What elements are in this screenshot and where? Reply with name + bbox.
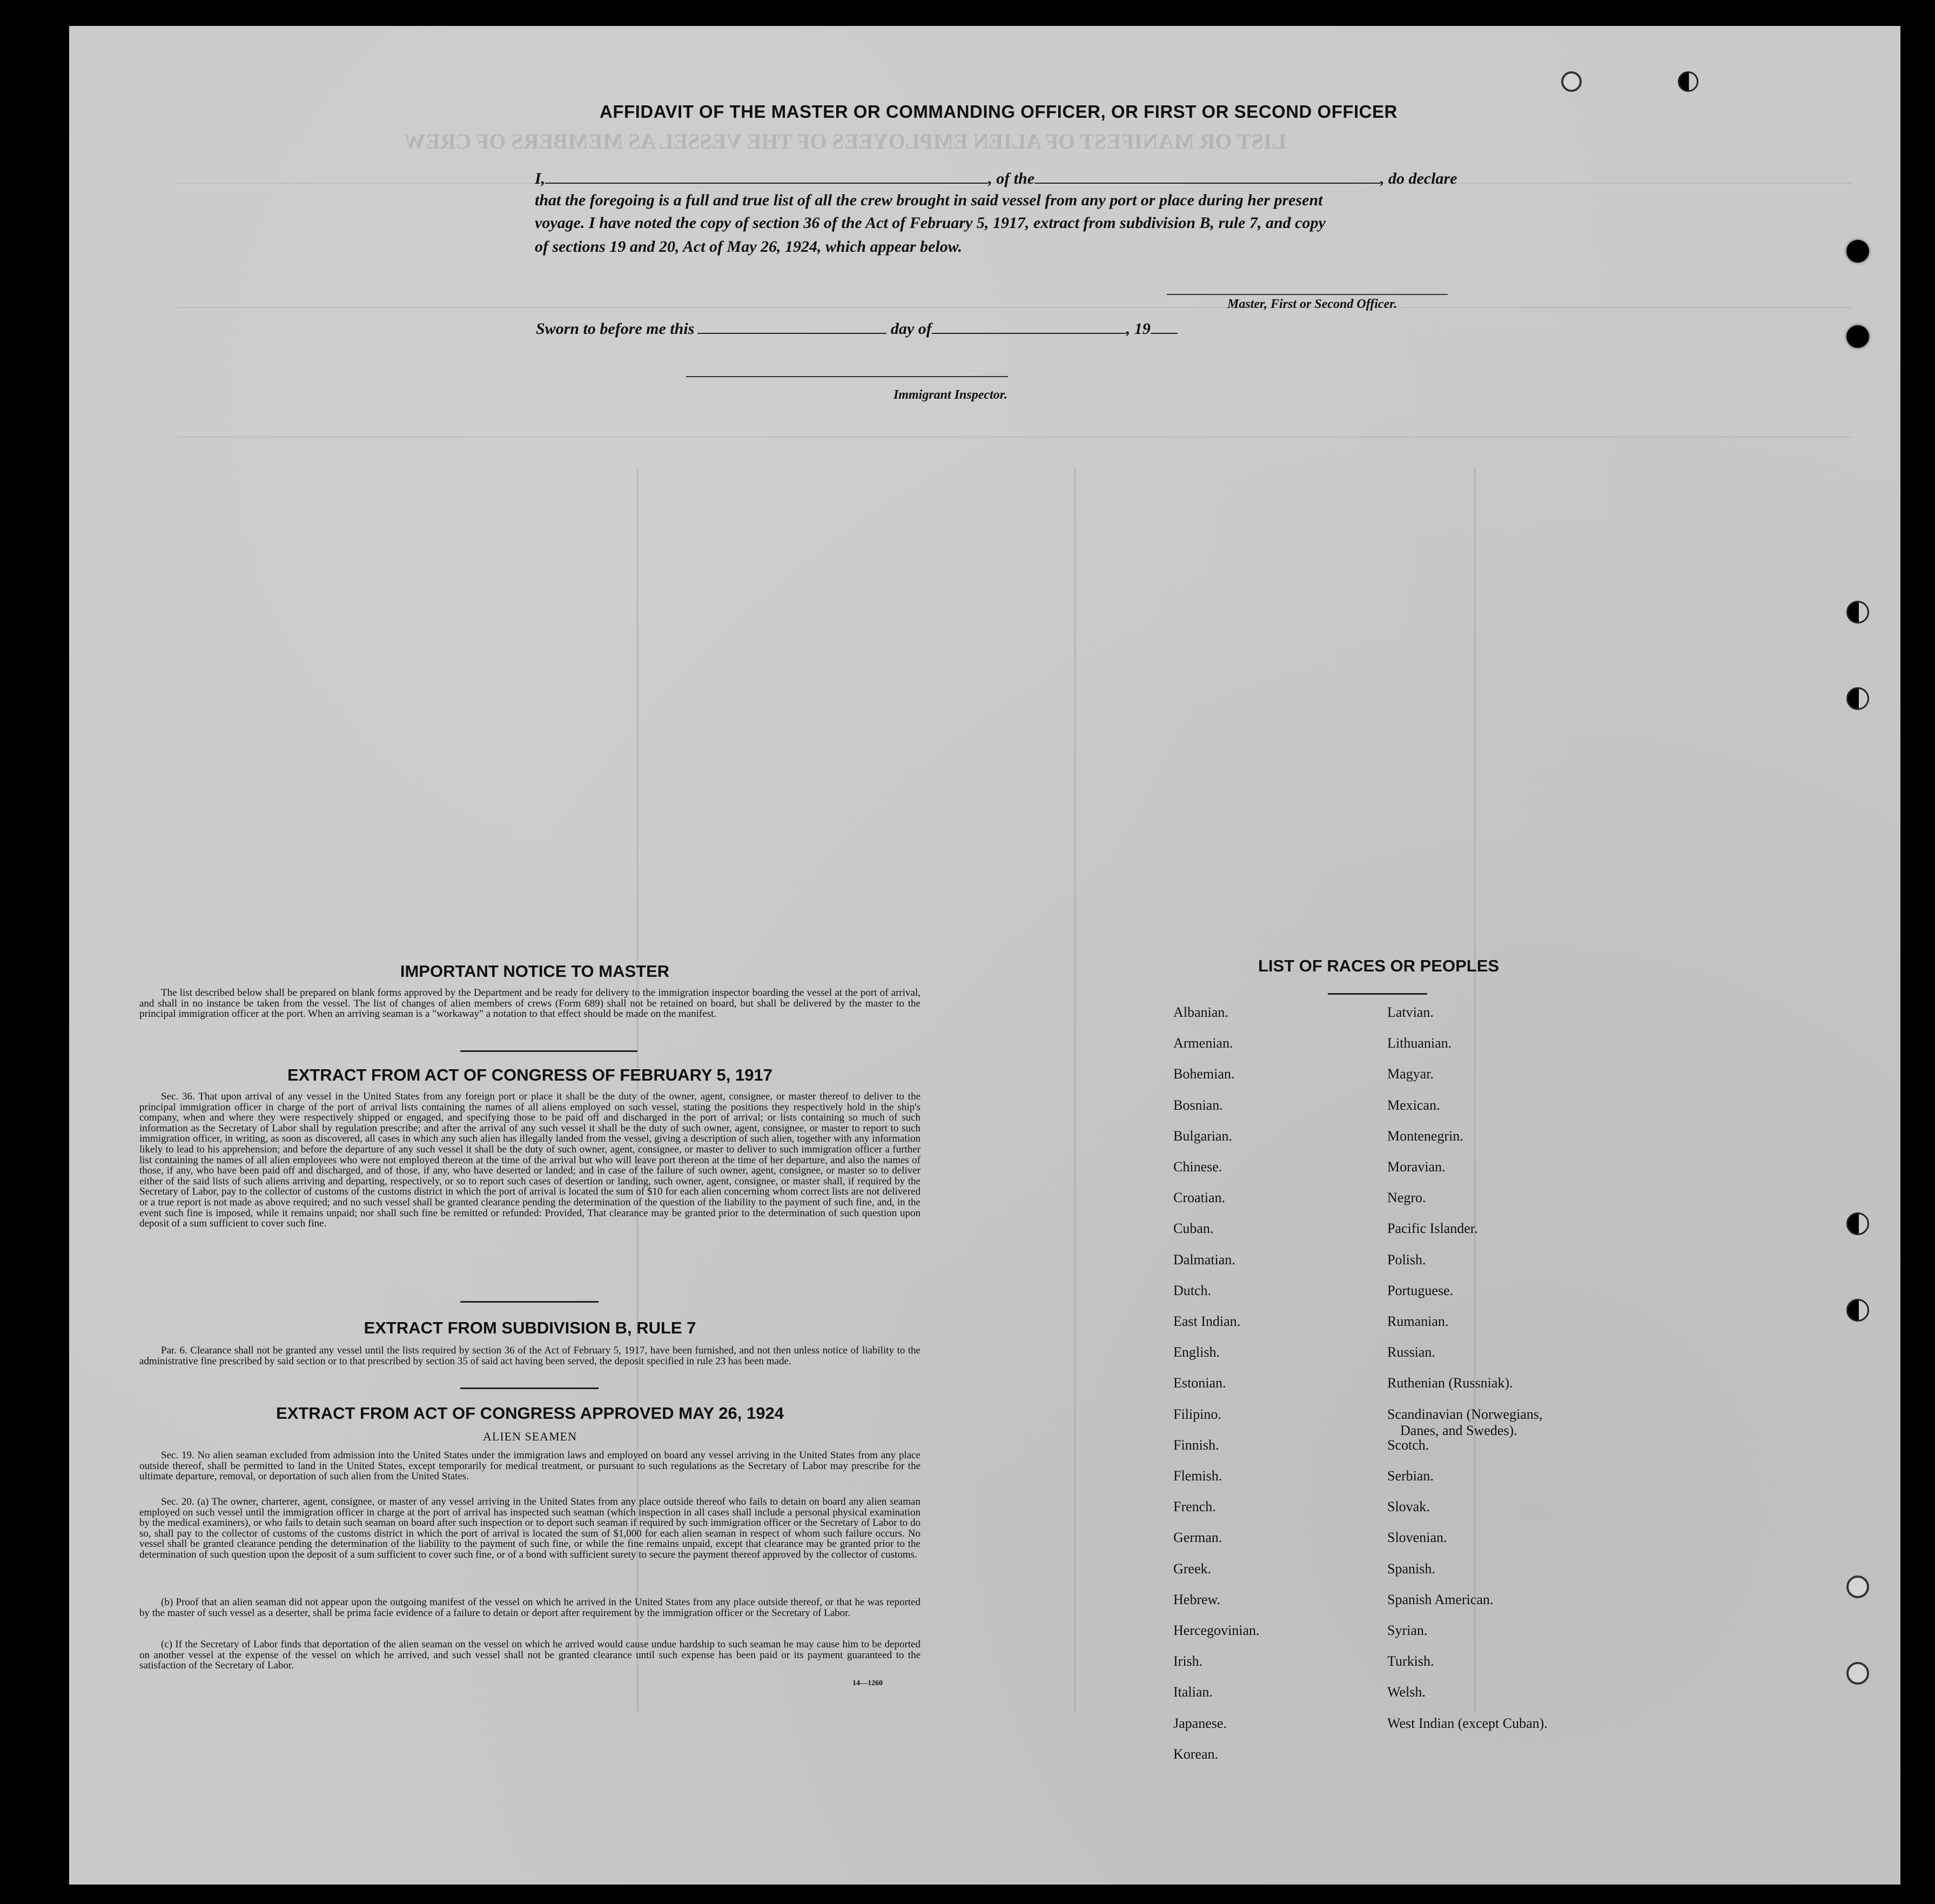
race-item: Estonian. <box>1173 1375 1226 1391</box>
affidavit-line-1-a: I, <box>535 170 546 187</box>
race-item: Croatian. <box>1173 1190 1226 1206</box>
race-item: Mexican. <box>1387 1097 1440 1113</box>
separator <box>460 1301 599 1303</box>
master-signature-line <box>1167 294 1448 295</box>
affidavit-line-2: that the foregoing is a full and true list of all the crew brought in said vessel from any port or place during her present <box>535 191 1323 209</box>
race-item: Montenegrin. <box>1387 1128 1463 1144</box>
inspector-label: Immigrant Inspector. <box>893 388 1007 402</box>
extract-1917-text: Sec. 36. That upon arrival of any vessel in the United States from any foreign port or place it shall be the duty of the owner, agent, consignee, or master thereof to deliver to the principal immigration officer in charge of the port of arrival lists containing the names of all aliens employed on such vessel, stating the positions they respectively hold in the ship's company, when and where they were respectively shipped or engaged, and specifying those to be paid off and discharged in the port of arrival; or lists containing so much of such information as the Secretary of Labor shall by regulation prescribe; and after the arrival of any such vessel it shall be the duty of such owner, agent, consignee, or master to report to such immigration officer, in writing, as soon as discovered, all cases in which any such alien has illegally landed from the vessel, giving a description of such alien, together with any information likely to lead to his apprehension; and before the departure of any such vessel it shall be the duty of such owner, agent, consignee, or master to deliver to such immigration officer a further list containing the names of all alien employees who were not employed thereon at the time of the arrival but who will leave port thereon at the time of her departure, and also the names of those, if any, who have been paid off and discharged, and of those, if any, who have deserted or landed; and in case of the failure of such owner, agent, consignee, or master so to deliver either of the said lists of such aliens arriving and departing, respectively, or so to report such cases of desertion or landing, such owner, agent, consignee, or master shall, if required by the Secretary of Labor, pay to the collector of customs of the customs district in which the port of arrival is located the sum of $10 for each alien concerning whom correct lists are not delivered or a true report is not made as above required; and no such vessel shall be granted clearance pending the determination of the question of the liability to the payment of such fine, and, in the event such fine is imposed, while it remains unpaid; nor shall such fine be remitted or refunded: Provided, That clearance may be granted prior to the determination of such question upon deposit of a sum sufficient to cover such fine. <box>139 1091 921 1230</box>
separator <box>1328 993 1427 995</box>
race-item: Scotch. <box>1387 1437 1429 1453</box>
race-item: Pacific Islander. <box>1387 1221 1478 1237</box>
master-label: Master, First or Second Officer. <box>1227 297 1397 311</box>
race-item: Flemish. <box>1173 1468 1222 1484</box>
race-item: Spanish American. <box>1387 1591 1494 1607</box>
race-item: Cuban. <box>1173 1221 1214 1237</box>
subdivision-b-text: Par. 6. Clearance shall not be granted any vessel until the lists required by section 36 of the Act of February 5, 1917, have been furnished, and not then unless notice of liability to the administrative fine prescribed by said section or to that prescribed by section 35 of said act having been served, the deposit specified in rule 23 has been made. <box>139 1345 921 1367</box>
race-item: Danes, and Swedes). <box>1400 1422 1517 1438</box>
race-item: Japanese. <box>1173 1715 1227 1731</box>
race-item: Dalmatian. <box>1173 1251 1235 1268</box>
race-item: Negro. <box>1387 1190 1426 1206</box>
race-item: Bulgarian. <box>1173 1128 1233 1144</box>
race-item: Finnish. <box>1173 1437 1219 1453</box>
extract-1924-title: EXTRACT FROM ACT OF CONGRESS APPROVED MAY 26, 1924 <box>276 1404 784 1423</box>
sworn-c: , 19 <box>1126 320 1151 338</box>
race-item: Rumanian. <box>1387 1313 1449 1329</box>
race-item: French. <box>1173 1499 1216 1515</box>
race-item: Ruthenian (Russniak). <box>1387 1375 1513 1391</box>
inspector-signature-line <box>686 376 1008 377</box>
sworn-b: day of <box>890 320 932 338</box>
race-item: Lithuanian. <box>1387 1035 1452 1051</box>
race-item: Spanish. <box>1387 1560 1435 1577</box>
alien-seamen-subtitle: ALIEN SEAMEN <box>483 1430 577 1443</box>
race-item: German. <box>1173 1530 1222 1546</box>
race-item: Russian. <box>1387 1344 1435 1360</box>
affidavit-line-3: voyage. I have noted the copy of section 36 of the Act of February 5, 1917, extract from subdivision B, rule 7, and copy <box>535 214 1326 232</box>
notice-text: The list described below shall be prepared on blank forms approved by the Department and be ready for delivery to the immigration inspector boarding the vessel at the port of arrival, and shall in no instance be taken from the vessel. The list of changes of alien members of crews (Form 689) shall not be retained on board, but shall be delivered by the master to the principal immigration officer at the port. When an arriving seaman is a "workaway" a notation to that effect should be made on the manifest. <box>139 987 921 1020</box>
race-item: West Indian (except Cuban). <box>1387 1715 1548 1731</box>
race-item: Armenian. <box>1173 1035 1233 1051</box>
form-number: 14—1260 <box>852 1679 883 1687</box>
race-item: East Indian. <box>1173 1313 1241 1329</box>
race-item: Bosnian. <box>1173 1097 1223 1113</box>
sec-20a-text: Sec. 20. (a) The owner, charterer, agent, consignee, or master of any vessel arriving in the United States from any place outside thereof who fails to detain on board any alien seaman employed on such vessel until the immigration officer in charge at the port of arrival has inspected such seaman (which inspection in all cases shall include a personal physical examination by the medical examiners), or who fails to detain such seaman on board after such inspection or to deport such seaman if required by such immigration officer or the Secretary of Labor to do so, shall pay to the collector of customs of the customs district in which the port of arrival is located the sum of $1,000 for each alien seaman in respect of whom such failure occurs. No vessel shall be granted clearance pending the determination of the liability to the payment of such fine, or while the fine remains unpaid, except that clearance may be granted prior to the determination of such question upon the deposit of a sum sufficient to cover such fine, or of a bond with sufficient surety to secure the payment thereof approved by the collector of customs. <box>139 1496 921 1560</box>
race-item: Syrian. <box>1387 1623 1428 1638</box>
race-item: Albanian. <box>1173 1004 1228 1020</box>
race-item: Italian. <box>1173 1684 1213 1700</box>
race-item: Chinese. <box>1173 1159 1222 1175</box>
race-item: Korean. <box>1173 1746 1219 1762</box>
race-item: Bohemian. <box>1173 1066 1235 1082</box>
sec-20b-text: (b) Proof that an alien seaman did not appear upon the outgoing manifest of the vessel on which he arrived in the United States from any place outside thereof, or that he was reported by the master of such vessel as a deserter, shall be prima facie evidence of a failure to detain or deport after requirement by the immigration officer or the Secretary of Labor. <box>139 1597 921 1619</box>
race-item: Irish. <box>1173 1653 1203 1670</box>
race-item: Serbian. <box>1387 1468 1434 1484</box>
race-item: Filipino. <box>1173 1406 1221 1422</box>
sec-20c-text: (c) If the Secretary of Labor finds that deportation of the alien seaman on the vessel on which he arrived would cause undue hardship to such seaman he may cause him to be deported on another vessel at the expense of the vessel on which he arrived, and such vessel shall not be granted clearance until such expense has been paid or its payment guaranteed to the satisfaction of the Secretary of Labor. <box>139 1639 921 1672</box>
race-item: Hebrew. <box>1173 1591 1221 1607</box>
race-item: English. <box>1173 1344 1220 1360</box>
race-item: Portuguese. <box>1387 1282 1454 1298</box>
extract-1917-title: EXTRACT FROM ACT OF CONGRESS OF FEBRUARY 5, 1917 <box>287 1065 772 1084</box>
sworn-a: Sworn to before me this <box>536 320 695 338</box>
separator <box>460 1050 637 1052</box>
separator <box>460 1387 599 1389</box>
race-item: Polish. <box>1387 1251 1426 1268</box>
race-item: Greek. <box>1173 1560 1212 1577</box>
sworn-line <box>535 320 1178 338</box>
race-item: Moravian. <box>1387 1159 1446 1175</box>
affidavit-title: AFFIDAVIT OF THE MASTER OR COMMANDING OFFICER, OR FIRST OR SECOND OFFICER <box>600 102 1397 122</box>
affidavit-line-1-b: , of the <box>988 170 1035 187</box>
race-item: Welsh. <box>1387 1684 1426 1700</box>
notice-title: IMPORTANT NOTICE TO MASTER <box>400 962 670 981</box>
sec-19-text: Sec. 19. No alien seaman excluded from admission into the United States under the immigration laws and employed on board any vessel arriving in the United States from any place outside thereof, shall be permitted to land in the United States, except temporarily for medical treatment, or pursuant to such regulations as the Secretary of Labor may prescribe for the ultimate departure, removal, or deportation of such alien from the United States. <box>139 1450 921 1483</box>
race-item: Slovak. <box>1387 1499 1430 1515</box>
affidavit-line-4: of sections 19 and 20, Act of May 26, 1924, which appear below. <box>535 238 963 256</box>
subdivision-b-title: EXTRACT FROM SUBDIVISION B, RULE 7 <box>364 1318 696 1337</box>
race-item: Dutch. <box>1173 1282 1212 1298</box>
affidavit-line-1 <box>535 170 1457 188</box>
race-item: Turkish. <box>1387 1653 1434 1670</box>
race-item: Scandinavian (Norwegians, <box>1387 1406 1543 1422</box>
race-item: Latvian. <box>1387 1004 1434 1020</box>
race-item: Magyar. <box>1387 1066 1434 1082</box>
bleedthrough-header: LIST OR MANIFEST OF ALIEN EMPLOYEES OF THE VESSEL AS MEMBERS OF CREW <box>404 129 1286 153</box>
race-item: Hercegovinian. <box>1173 1623 1260 1638</box>
affidavit-line-1-c: , do declare <box>1380 170 1457 187</box>
race-item: Slovenian. <box>1387 1530 1447 1546</box>
races-title: LIST OF RACES OR PEOPLES <box>1258 956 1500 975</box>
